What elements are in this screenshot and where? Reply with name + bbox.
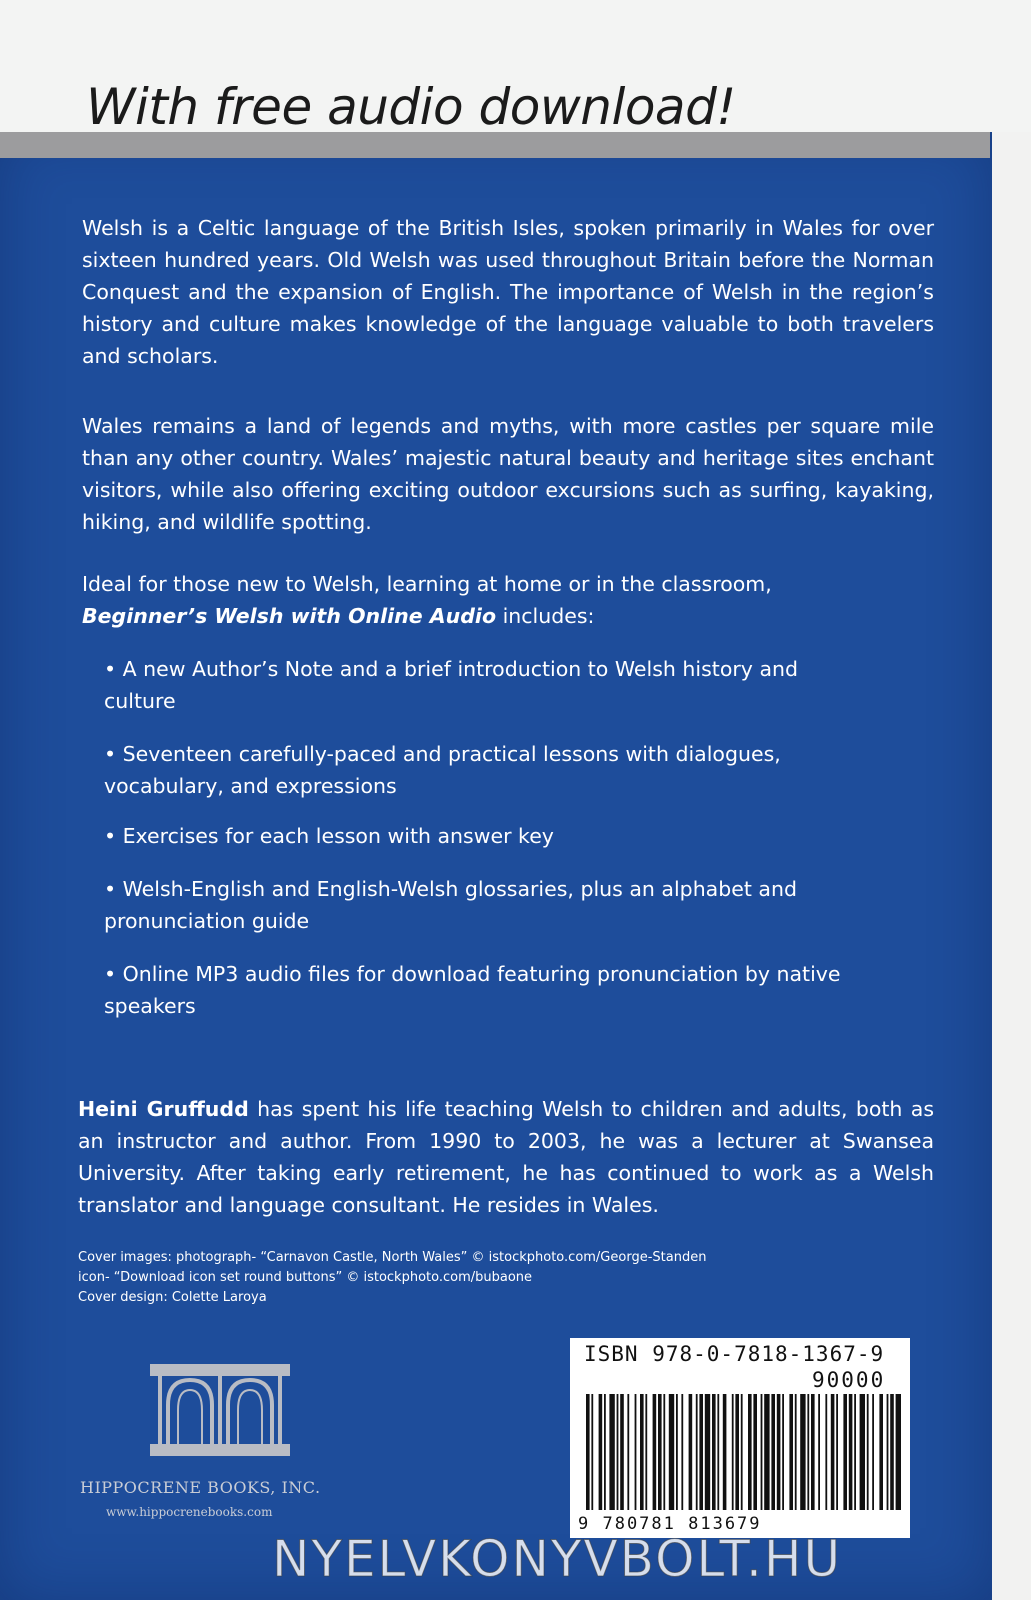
- includes-line: Ideal for those new to Welsh, learning at home or in the classroom,: [82, 572, 772, 596]
- paragraph-includes: [82, 568, 934, 632]
- barcode-icon: [578, 1394, 904, 1512]
- cover-credits: [78, 1248, 838, 1308]
- paragraph-wales: Wales remains a land of legends and myths, with more castles per square mile than any other country. Wales’ majestic natural beauty and heritage sites enchant visitors, while also offering exciting outdoor excursions such as surfing, kayaking, hiking, and wildlife spotting.: [82, 414, 934, 534]
- paragraph-intro: Welsh is a Celtic language of the British Isles, spoken primarily in Wales for over sixteen hundred years. Old Welsh was used throughout Britain before the Norman Conquest and the expansion of English. The importance of Welsh in the region’s history and culture makes knowledge of the language valuable to both travelers and scholars.: [82, 216, 934, 368]
- bullet-exercises: • Exercises for each lesson with answer key: [104, 824, 554, 848]
- includes-tail: includes:: [496, 604, 595, 628]
- cover-edge: [992, 132, 1031, 1600]
- bullet-authors-note: • A new Author’s Note and a brief introduction to Welsh history and culture: [104, 657, 799, 713]
- bullet-lessons: • Seventeen carefully-paced and practical lessons with dialogues, vocabulary, and expressions: [104, 742, 781, 798]
- isbn-number: ISBN 978-0-7818-1367-9: [584, 1342, 885, 1366]
- credit-icon: icon- “Download icon set round buttons” © istockphoto.com/bubaone: [78, 1270, 533, 1285]
- headline: With free audio download!: [86, 78, 736, 136]
- author-bio: [78, 1093, 934, 1221]
- barcode-digits: 9 780781 813679: [578, 1514, 762, 1534]
- watermark: NYELVKONYVBOLT.HU: [272, 1530, 843, 1588]
- hippocrene-logo-icon: [140, 1360, 300, 1460]
- author-name: Heini Gruffudd: [78, 1097, 249, 1121]
- book-title: Beginner’s Welsh with Online Audio: [82, 604, 497, 628]
- price-code: 90000: [812, 1368, 886, 1392]
- publisher-website: www.hippocrenebooks.com: [106, 1505, 273, 1519]
- bullet-glossaries: • Welsh-English and English-Welsh glossaries, plus an alphabet and pronunciation guide: [104, 877, 797, 933]
- credit-design: Cover design: Colette Laroya: [78, 1290, 267, 1305]
- publisher-name: HIPPOCRENE BOOKS, INC.: [80, 1478, 321, 1497]
- bullet-audio: • Online MP3 audio files for download featuring pronunciation by native speakers: [104, 962, 841, 1018]
- author-bio-text: has spent his life teaching Welsh to children and adults, both as an instructor and author. From 1990 to 2003, he was a lecturer at Swansea University. After taking early retirement, he has continued to work as a Welsh translator and language consultant. He resides in Wales.: [78, 1097, 934, 1217]
- credit-photo: Cover images: photograph- “Carnavon Castle, North Wales” © istockphoto.com/George-Standen: [78, 1250, 707, 1265]
